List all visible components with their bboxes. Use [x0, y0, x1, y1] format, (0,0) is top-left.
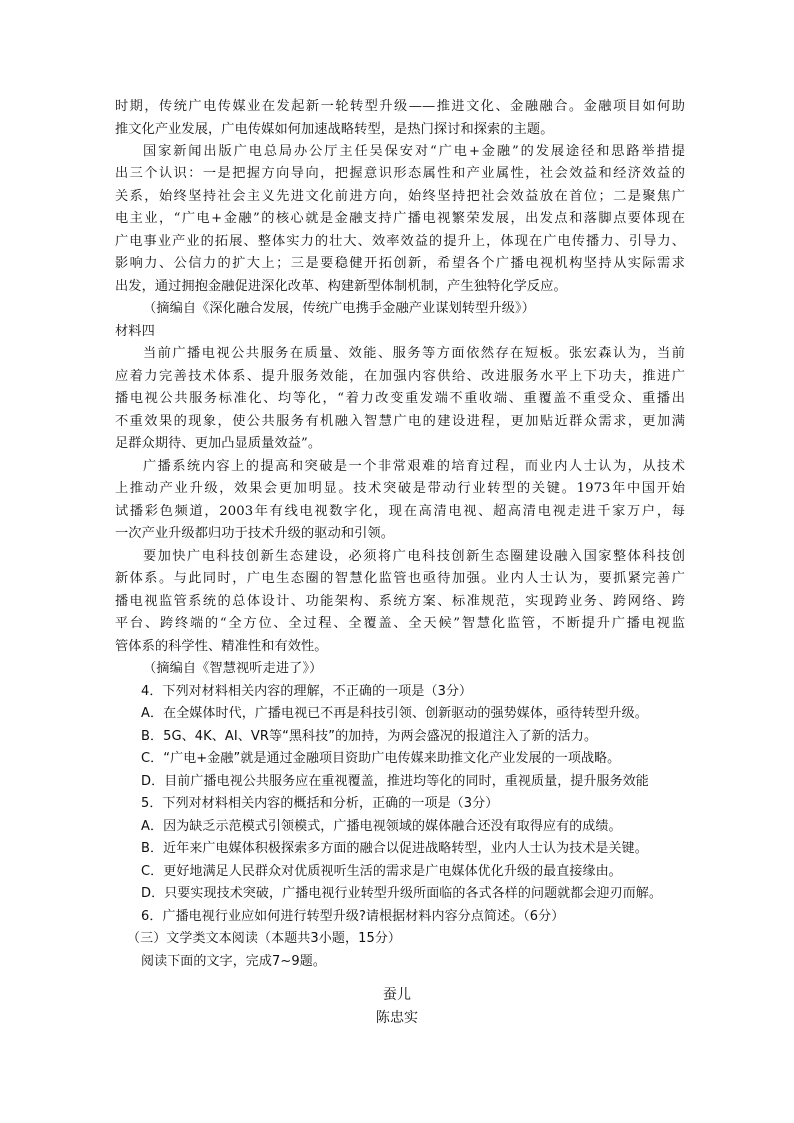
text-line: 关系，始终坚持社会主义先进文化前进方向，始终坚持把社会效益放在首位；二是聚焦广 [115, 189, 685, 204]
text-line: 出三个认识：一是把握方向导向，把握意识形态属性和产业属性，社会效益和经济效益的 [115, 166, 685, 181]
text-line: 时期，传统广电传媒业在发起新一轮转型升级——推进文化、金融融合。金融项目如何助 [115, 99, 685, 114]
text-line: 电主业，“广电+金融”的核心就是金融支持广播电视繁荣发展，出发点和落脚点要体现在 [115, 211, 685, 226]
section-heading: （三）文学类文本阅读（本题共3小题，15分） [127, 931, 402, 946]
text-line: 应着力完善技术体系、提升服务效能，在加强内容供给、改进服务水平上下功夫，推进广 [115, 369, 685, 384]
text-line: 一次产业升级都归功于技术升级的驱动和引领。 [115, 526, 395, 541]
source-note: （摘编自《智慧视听走进了》） [143, 661, 323, 676]
instruction-text: 阅读下面的文字，完成7~9题。 [141, 954, 326, 969]
text-line: 广播系统内容上的提高和突破是一个非常艰难的培育过程，而业内人士认为，从技术 [143, 459, 685, 474]
text-line: 推文化产业发展，广电传媒如何加速战略转型，是热门探讨和探索的主题。 [115, 122, 554, 137]
text-line: 平台、跨终端的“全方位、全过程、全覆盖、全天候”智慧化监管，不断提升广播电视监 [115, 616, 685, 631]
option-a: A．在全媒体时代，广播电视已不再是科技引领、创新驱动的强势媒体，亟待转型升级。 [141, 706, 648, 721]
option-d: D．只要实现技术突破，广播电视行业转型升级所面临的各式各样的问题就都会迎刃而解。 [141, 886, 663, 901]
option-c: C．“广电+金融”就是通过金融项目资助广电传媒来助推文化产业发展的一项战略。 [141, 751, 621, 766]
question-stem: 4．下列对材料相关内容的理解，不正确的一项是（3分） [141, 684, 473, 699]
question-stem: 6．广播电视行业应如何进行转型升级?请根据材料内容分点简述。（6分） [141, 909, 565, 924]
question-stem: 5．下列对材料相关内容的概括和分析，正确的一项是（3分） [141, 796, 499, 811]
text-line: 不重效果的现象，使公共服务有机融入智慧广电的建设进程，更加贴近群众需求，更加满 [115, 414, 685, 429]
option-d: D．目前广播电视公共服务应在重视覆盖，推进均等化的同时，重视质量，提升服务效能 [141, 774, 649, 789]
text-line: 要加快广电科技创新生态建设，必须将广电科技创新生态圈建设融入国家整体科技创 [143, 549, 685, 564]
story-author: 陈忠实 [375, 1010, 419, 1026]
text-line: 足群众期待、更加凸显质量效益”。 [115, 436, 322, 451]
text-line: 上推动产业升级，效果会更加明显。技术突破是带动行业转型的关键。1973年中国开始 [115, 481, 685, 496]
text-line: 新体系。与此同时，广电生态圈的智慧化监管也亟待加强。业内人士认为，要抓紧完善广 [115, 571, 685, 586]
option-b: B．近年来广电媒体积极探索多方面的融合以促进战略转型，业内人士认为技术是关键。 [141, 841, 648, 856]
story-title: 蚕儿 [382, 987, 412, 1003]
text-line: 国家新闻出版广电总局办公厅主任吴保安对“广电+金融”的发展途径和思路举措提 [143, 144, 685, 159]
text-line: 管体系的科学性、精准性和有效性。 [115, 639, 328, 654]
text-line: 广电事业产业的拓展、整体实力的壮大、效率效益的提升上，体现在广电传播力、引导力、 [115, 234, 685, 249]
option-a: A．因为缺乏示范模式引领模式，广播电视领域的媒体融合还没有取得应有的成绩。 [141, 819, 622, 834]
text-line: 出发，通过拥抱金融促进深化改革、构建新型体制机制，产生独特化学反应。 [115, 279, 567, 294]
text-line: 播电视公共服务标准化、均等化，“着力改变重发端不重收端、重覆盖不重受众、重播出 [115, 391, 685, 406]
text-line: 影响力、公信力的扩大上；三是要稳健开拓创新，希望各个广播电视机构坚持从实际需求 [115, 256, 685, 271]
text-line: 试播彩色频道，2003年有线电视数字化，现在高清电视、超高清电视走进千家万户，每 [115, 504, 685, 519]
section-heading: 材料四 [115, 324, 155, 339]
option-c: C．更好地满足人民群众对优质视听生活的需求是广电媒体优化升级的最直接缘由。 [141, 864, 622, 879]
text-line: 当前广播电视公共服务在质量、效能、服务等方面依然存在短板。张宏森认为，当前 [143, 346, 685, 361]
text-line: 播电视监管系统的总体设计、功能架构、系统方案、标准规范，实现跨业务、跨网络、跨 [115, 594, 685, 609]
source-note: （摘编自《深化融合发展，传统广电携手金融产业谋划转型升级》） [143, 301, 536, 316]
option-b: B．5G、4K、AI、VR等“黑科技”的加持，为两会盛况的报道注入了新的活力。 [141, 729, 598, 744]
